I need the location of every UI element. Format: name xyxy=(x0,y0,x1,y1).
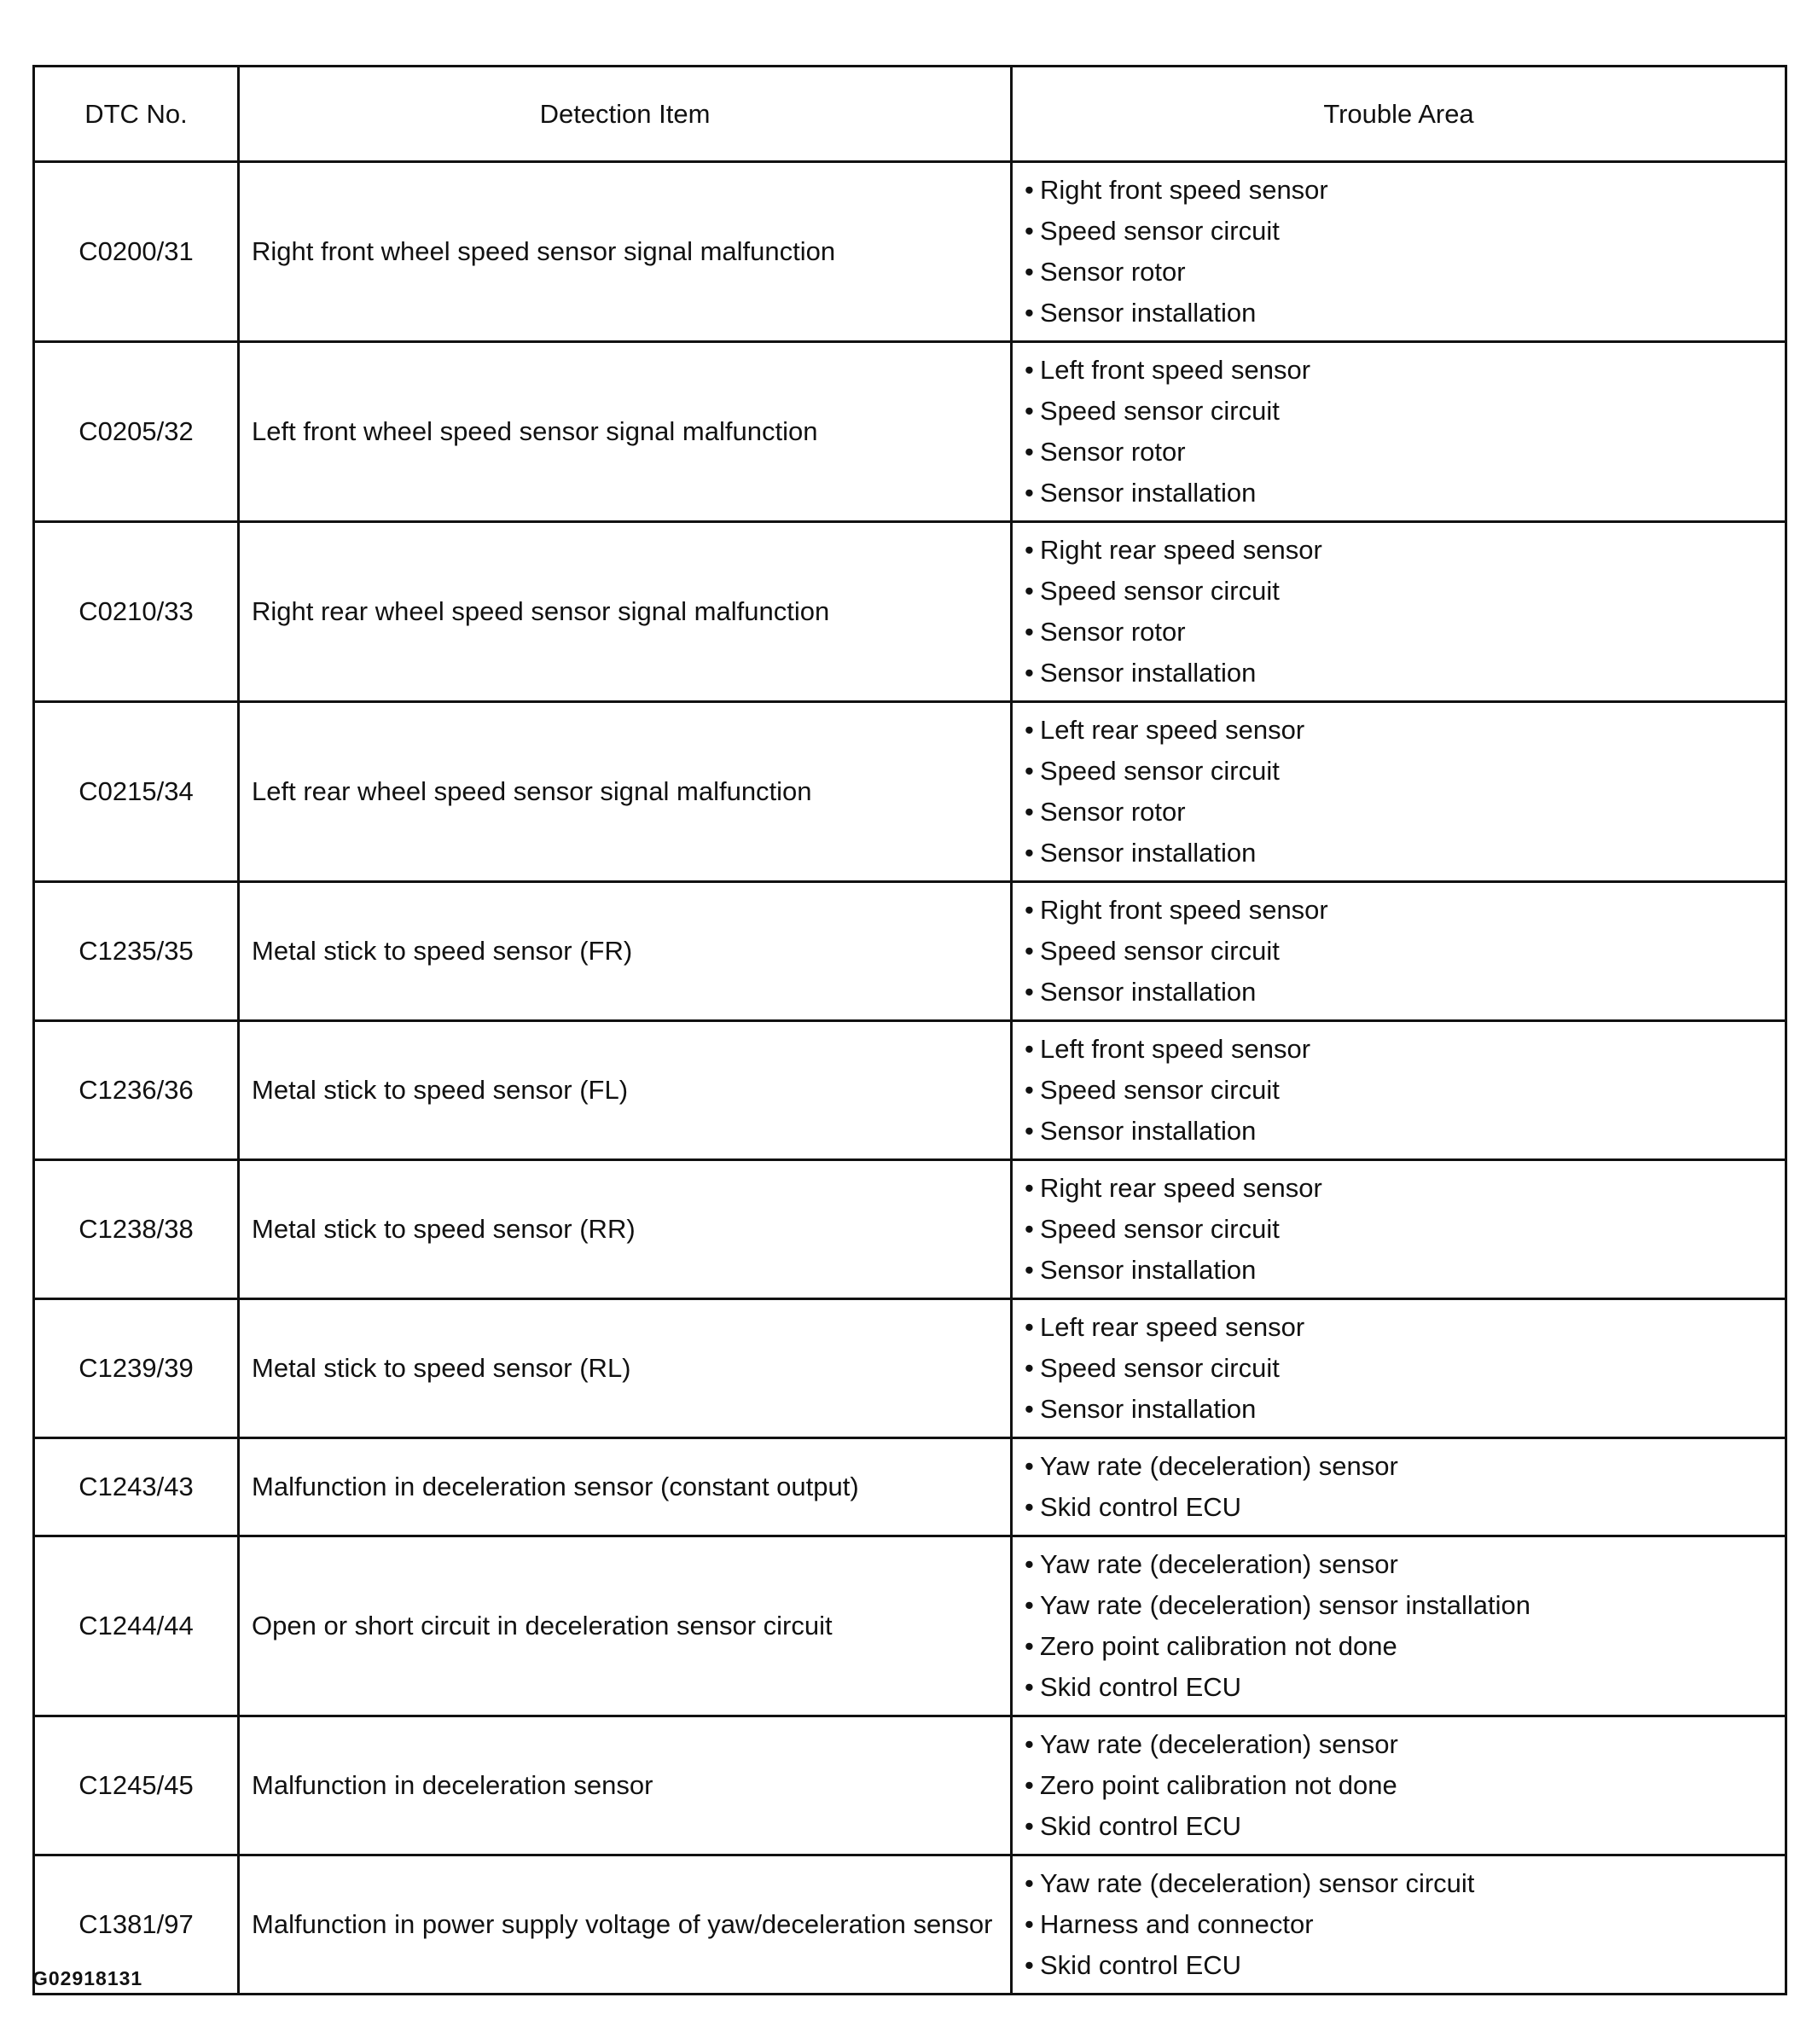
list-item xyxy=(1025,1389,1785,1430)
list-item xyxy=(1025,972,1785,1013)
list-item xyxy=(1025,350,1785,391)
dtc-code-cell: C1245/45 xyxy=(34,1716,239,1855)
bullet-icon: • xyxy=(1025,478,1034,508)
bullet-icon: • xyxy=(1025,257,1034,287)
bullet-icon: • xyxy=(1025,715,1034,745)
bullet-icon: • xyxy=(1025,1672,1034,1702)
trouble-area-list xyxy=(1025,350,1785,514)
trouble-area-cell xyxy=(1012,882,1786,1021)
list-item xyxy=(1025,792,1785,833)
list-item xyxy=(1025,1250,1785,1291)
bullet-icon: • xyxy=(1025,535,1034,565)
dtc-table xyxy=(32,65,1787,1995)
bullet-icon: • xyxy=(1025,1312,1034,1342)
table-row xyxy=(34,702,1786,882)
trouble-area-text: Sensor rotor xyxy=(1040,797,1186,827)
list-item xyxy=(1025,1446,1785,1487)
list-item xyxy=(1025,833,1785,874)
trouble-area-text: Right front speed sensor xyxy=(1040,895,1328,925)
list-item xyxy=(1025,1029,1785,1070)
bullet-icon: • xyxy=(1025,838,1034,868)
bullet-icon: • xyxy=(1025,1353,1034,1383)
bullet-icon: • xyxy=(1025,1811,1034,1841)
trouble-area-text: Yaw rate (deceleration) sensor installation xyxy=(1040,1590,1530,1620)
list-item xyxy=(1025,1806,1785,1847)
trouble-area-text: Sensor installation xyxy=(1040,658,1257,688)
trouble-area-text: Skid control ECU xyxy=(1040,1950,1242,1980)
list-item xyxy=(1025,1626,1785,1667)
list-item xyxy=(1025,1111,1785,1152)
bullet-icon: • xyxy=(1025,1173,1034,1203)
bullet-icon: • xyxy=(1025,756,1034,786)
bullet-icon: • xyxy=(1025,1394,1034,1424)
bullet-icon: • xyxy=(1025,1075,1034,1105)
trouble-area-cell xyxy=(1012,522,1786,702)
list-item xyxy=(1025,252,1785,293)
trouble-area-text: Skid control ECU xyxy=(1040,1492,1242,1522)
list-item xyxy=(1025,1724,1785,1765)
trouble-area-text: Speed sensor circuit xyxy=(1040,576,1280,606)
bullet-icon: • xyxy=(1025,617,1034,647)
trouble-area-text: Right rear speed sensor xyxy=(1040,535,1322,565)
trouble-area-text: Yaw rate (deceleration) sensor xyxy=(1040,1451,1398,1481)
detection-item-cell: Malfunction in deceleration sensor (constant output) xyxy=(239,1438,1012,1536)
bullet-icon: • xyxy=(1025,895,1034,925)
trouble-area-text: Sensor installation xyxy=(1040,1394,1257,1424)
trouble-area-text: Speed sensor circuit xyxy=(1040,1214,1280,1244)
table-body xyxy=(34,162,1786,1995)
table-row xyxy=(34,522,1786,702)
trouble-area-cell xyxy=(1012,1716,1786,1855)
trouble-area-text: Skid control ECU xyxy=(1040,1811,1242,1841)
trouble-area-text: Speed sensor circuit xyxy=(1040,936,1280,966)
trouble-area-list xyxy=(1025,1724,1785,1847)
trouble-area-text: Left front speed sensor xyxy=(1040,1034,1311,1064)
trouble-area-text: Left rear speed sensor xyxy=(1040,1312,1305,1342)
list-item xyxy=(1025,473,1785,514)
list-item xyxy=(1025,293,1785,334)
bullet-icon: • xyxy=(1025,1116,1034,1146)
bullet-icon: • xyxy=(1025,1451,1034,1481)
trouble-area-text: Speed sensor circuit xyxy=(1040,756,1280,786)
table-row xyxy=(34,1021,1786,1160)
dtc-code-cell: C1238/38 xyxy=(34,1160,239,1299)
detection-item-cell: Right rear wheel speed sensor signal malfunction xyxy=(239,522,1012,702)
bullet-icon: • xyxy=(1025,576,1034,606)
trouble-area-list xyxy=(1025,170,1785,334)
trouble-area-cell xyxy=(1012,342,1786,522)
list-item xyxy=(1025,1945,1785,1986)
list-item xyxy=(1025,931,1785,972)
dtc-code-cell: C1244/44 xyxy=(34,1536,239,1716)
trouble-area-text: Skid control ECU xyxy=(1040,1672,1242,1702)
dtc-code-cell: C1381/97 xyxy=(34,1855,239,1995)
table-row xyxy=(34,1536,1786,1716)
trouble-area-list xyxy=(1025,710,1785,874)
trouble-area-text: Speed sensor circuit xyxy=(1040,216,1280,246)
trouble-area-text: Sensor installation xyxy=(1040,298,1257,328)
detection-item-cell: Right front wheel speed sensor signal malfunction xyxy=(239,162,1012,342)
list-item xyxy=(1025,1487,1785,1528)
list-item xyxy=(1025,1544,1785,1585)
detection-item-cell: Metal stick to speed sensor (RL) xyxy=(239,1299,1012,1438)
bullet-icon: • xyxy=(1025,216,1034,246)
trouble-area-cell xyxy=(1012,162,1786,342)
list-item xyxy=(1025,710,1785,751)
list-item xyxy=(1025,211,1785,252)
list-item xyxy=(1025,890,1785,931)
bullet-icon: • xyxy=(1025,1729,1034,1759)
bullet-icon: • xyxy=(1025,1950,1034,1980)
detection-item-cell: Left front wheel speed sensor signal malfunction xyxy=(239,342,1012,522)
dtc-code-cell: C1235/35 xyxy=(34,882,239,1021)
bullet-icon: • xyxy=(1025,977,1034,1007)
trouble-area-text: Sensor rotor xyxy=(1040,437,1186,467)
bullet-icon: • xyxy=(1025,1631,1034,1661)
table-header-row xyxy=(34,67,1786,162)
detection-item-cell: Metal stick to speed sensor (RR) xyxy=(239,1160,1012,1299)
trouble-area-text: Left rear speed sensor xyxy=(1040,715,1305,745)
trouble-area-cell xyxy=(1012,1536,1786,1716)
trouble-area-list xyxy=(1025,890,1785,1013)
list-item xyxy=(1025,1168,1785,1209)
detection-item-cell: Malfunction in power supply voltage of yaw/deceleration sensor xyxy=(239,1855,1012,1995)
list-item xyxy=(1025,1070,1785,1111)
bullet-icon: • xyxy=(1025,355,1034,385)
table-row xyxy=(34,882,1786,1021)
list-item xyxy=(1025,571,1785,612)
header-trouble-area: Trouble Area xyxy=(1012,67,1786,162)
dtc-code-cell: C0205/32 xyxy=(34,342,239,522)
dtc-code-cell: C0210/33 xyxy=(34,522,239,702)
bullet-icon: • xyxy=(1025,1549,1034,1579)
trouble-area-text: Speed sensor circuit xyxy=(1040,1075,1280,1105)
dtc-code-cell: C1236/36 xyxy=(34,1021,239,1160)
detection-item-cell: Left rear wheel speed sensor signal malfunction xyxy=(239,702,1012,882)
trouble-area-text: Zero point calibration not done xyxy=(1040,1770,1397,1800)
bullet-icon: • xyxy=(1025,797,1034,827)
list-item xyxy=(1025,1307,1785,1348)
bullet-icon: • xyxy=(1025,298,1034,328)
table-row xyxy=(34,162,1786,342)
trouble-area-text: Sensor installation xyxy=(1040,1116,1257,1146)
list-item xyxy=(1025,432,1785,473)
trouble-area-text: Yaw rate (deceleration) sensor xyxy=(1040,1729,1398,1759)
dtc-code-cell: C0200/31 xyxy=(34,162,239,342)
list-item xyxy=(1025,1904,1785,1945)
trouble-area-list xyxy=(1025,1863,1785,1986)
trouble-area-text: Yaw rate (deceleration) sensor xyxy=(1040,1549,1398,1579)
trouble-area-text: Yaw rate (deceleration) sensor circuit xyxy=(1040,1868,1475,1898)
header-detection-item: Detection Item xyxy=(239,67,1012,162)
bullet-icon: • xyxy=(1025,1492,1034,1522)
list-item xyxy=(1025,1348,1785,1389)
detection-item-cell: Open or short circuit in deceleration sensor circuit xyxy=(239,1536,1012,1716)
trouble-area-cell xyxy=(1012,1438,1786,1536)
table-row xyxy=(34,1160,1786,1299)
trouble-area-cell xyxy=(1012,702,1786,882)
bullet-icon: • xyxy=(1025,1770,1034,1800)
table-row xyxy=(34,1716,1786,1855)
bullet-icon: • xyxy=(1025,396,1034,426)
list-item xyxy=(1025,612,1785,653)
bullet-icon: • xyxy=(1025,1868,1034,1898)
bullet-icon: • xyxy=(1025,175,1034,205)
list-item xyxy=(1025,1667,1785,1708)
detection-item-cell: Metal stick to speed sensor (FR) xyxy=(239,882,1012,1021)
trouble-area-text: Speed sensor circuit xyxy=(1040,396,1280,426)
list-item xyxy=(1025,1209,1785,1250)
trouble-area-list xyxy=(1025,1544,1785,1708)
list-item xyxy=(1025,530,1785,571)
bullet-icon: • xyxy=(1025,437,1034,467)
trouble-area-text: Speed sensor circuit xyxy=(1040,1353,1280,1383)
list-item xyxy=(1025,170,1785,211)
trouble-area-text: Sensor installation xyxy=(1040,838,1257,868)
detection-item-cell: Malfunction in deceleration sensor xyxy=(239,1716,1012,1855)
trouble-area-cell xyxy=(1012,1160,1786,1299)
trouble-area-list xyxy=(1025,1446,1785,1528)
detection-item-cell: Metal stick to speed sensor (FL) xyxy=(239,1021,1012,1160)
table-row xyxy=(34,1438,1786,1536)
trouble-area-text: Sensor installation xyxy=(1040,1255,1257,1285)
dtc-code-cell: C1239/39 xyxy=(34,1299,239,1438)
trouble-area-list xyxy=(1025,1029,1785,1152)
bullet-icon: • xyxy=(1025,1590,1034,1620)
trouble-area-text: Harness and connector xyxy=(1040,1909,1314,1939)
trouble-area-text: Right rear speed sensor xyxy=(1040,1173,1322,1203)
trouble-area-cell xyxy=(1012,1299,1786,1438)
trouble-area-cell xyxy=(1012,1855,1786,1995)
list-item xyxy=(1025,1585,1785,1626)
bullet-icon: • xyxy=(1025,1909,1034,1939)
trouble-area-list xyxy=(1025,1168,1785,1291)
trouble-area-list xyxy=(1025,530,1785,694)
table-row xyxy=(34,1855,1786,1995)
list-item xyxy=(1025,1765,1785,1806)
trouble-area-text: Right front speed sensor xyxy=(1040,175,1328,205)
trouble-area-cell xyxy=(1012,1021,1786,1160)
trouble-area-text: Left front speed sensor xyxy=(1040,355,1311,385)
header-dtc-no: DTC No. xyxy=(34,67,239,162)
list-item xyxy=(1025,391,1785,432)
trouble-area-text: Sensor rotor xyxy=(1040,617,1186,647)
bullet-icon: • xyxy=(1025,1255,1034,1285)
bullet-icon: • xyxy=(1025,658,1034,688)
dtc-code-cell: C0215/34 xyxy=(34,702,239,882)
trouble-area-text: Sensor rotor xyxy=(1040,257,1186,287)
trouble-area-text: Sensor installation xyxy=(1040,977,1257,1007)
trouble-area-text: Sensor installation xyxy=(1040,478,1257,508)
bullet-icon: • xyxy=(1025,1214,1034,1244)
figure-id: G02918131 xyxy=(32,1967,143,1989)
list-item xyxy=(1025,653,1785,694)
trouble-area-text: Zero point calibration not done xyxy=(1040,1631,1397,1661)
list-item xyxy=(1025,1863,1785,1904)
table-row xyxy=(34,1299,1786,1438)
bullet-icon: • xyxy=(1025,936,1034,966)
dtc-code-cell: C1243/43 xyxy=(34,1438,239,1536)
table-row xyxy=(34,342,1786,522)
bullet-icon: • xyxy=(1025,1034,1034,1064)
list-item xyxy=(1025,751,1785,792)
trouble-area-list xyxy=(1025,1307,1785,1430)
